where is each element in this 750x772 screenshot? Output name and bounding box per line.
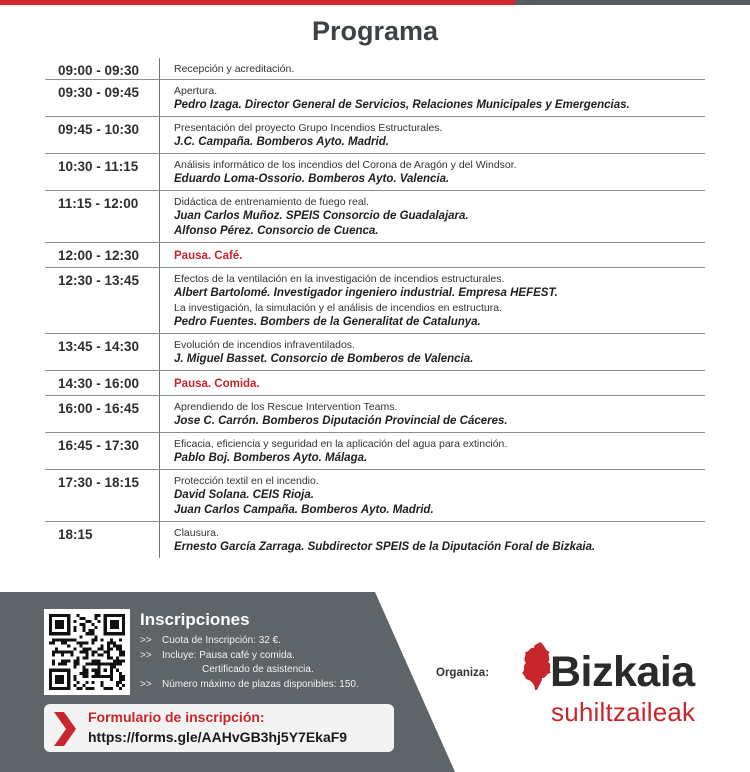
time-cell: 16:45 - 17:30 (45, 433, 160, 469)
session-topic: Evolución de incendios infraventilados. (174, 339, 355, 351)
form-url-link[interactable]: https://forms.gle/AAHvGB3hj5Y7EkaF9 (88, 729, 348, 745)
session-speaker: Alfonso Pérez. Consorcio de Cuenca. (174, 225, 379, 237)
session-speaker: Eduardo Loma-Ossorio. Bomberos Ayto. Valencia. (174, 173, 450, 185)
page-title: Programa (311, 16, 439, 46)
time-cell: 09:45 - 10:30 (45, 117, 160, 153)
table-row (45, 522, 705, 558)
description-cell (160, 371, 705, 395)
table-row (45, 371, 705, 396)
list-item (140, 634, 359, 649)
form-label: Formulario de inscripción: (88, 709, 265, 725)
top-stripe-red (0, 0, 515, 5)
session-topic: Análisis informático de los incendios del Corona de Aragón y del Windsor. (174, 159, 517, 171)
logo-name: Bizkaia (550, 648, 695, 696)
session-speaker: Juan Carlos Muñoz. SPEIS Consorcio de Guadalajara. (174, 210, 469, 222)
time-cell: 18:15 (45, 522, 160, 558)
time-cell: 10:30 - 11:15 (45, 154, 160, 190)
time-cell: 11:15 - 12:00 (45, 191, 160, 242)
table-row (45, 433, 705, 470)
description-cell (160, 80, 705, 116)
description-cell (160, 243, 705, 267)
session-topic: Eficacia, eficiencia y seguridad en la aplicación del agua para extinción. (174, 438, 508, 450)
registration-title: Inscripciones (140, 610, 250, 629)
table-row (45, 243, 705, 268)
description-cell (160, 117, 705, 153)
registration-list (140, 634, 359, 692)
session-topic: Clausura. (174, 527, 219, 539)
description-cell (160, 522, 705, 558)
description-cell (160, 470, 705, 521)
qr-code-icon[interactable] (44, 609, 130, 695)
table-row (45, 117, 705, 154)
pause-label: Pausa. Comida. (174, 378, 260, 390)
session-speaker: Ernesto García Zarraga. Subdirector SPEIS de la Diputación Foral de Bizkaia. (174, 541, 596, 553)
session-topic: Recepción y acreditación. (174, 63, 295, 75)
table-row (45, 58, 705, 80)
description-cell (160, 334, 705, 370)
session-topic: Apertura. (174, 85, 218, 97)
chevron-right-icon (54, 712, 76, 746)
session-topic: Protección textil en el incendio. (174, 475, 319, 487)
session-topic: Presentación del proyecto Grupo Incendios Estructurales. (174, 122, 443, 134)
table-row (45, 80, 705, 117)
table-row (45, 154, 705, 191)
time-cell: 12:00 - 12:30 (45, 243, 160, 267)
table-row (45, 334, 705, 371)
session-topic: La investigación, la simulación y el análisis de incendios en estructura. (174, 302, 503, 314)
session-speaker: David Solana. CEIS Rioja. (174, 489, 314, 501)
organizer-label: Organiza: (436, 667, 490, 679)
table-row (45, 396, 705, 433)
arrow-icon: >> (140, 635, 152, 646)
fee-text: Cuota de Inscripción: 32 €. (162, 635, 281, 646)
list-item (140, 649, 359, 664)
time-cell: 09:30 - 09:45 (45, 80, 160, 116)
session-speaker: Jose C. Carrón. Bomberos Diputación Provincial de Cáceres. (174, 415, 508, 427)
session-speaker: J. Miguel Basset. Consorcio de Bomberos de Valencia. (174, 353, 474, 365)
arrow-icon: >> (140, 649, 152, 661)
session-speaker: Pedro Fuentes. Bombers de la Generalitat de Catalunya. (174, 316, 481, 328)
time-cell: 17:30 - 18:15 (45, 470, 160, 521)
session-speaker: Albert Bartolomé. Investigador ingeniero industrial. Empresa HEFEST. (174, 287, 558, 299)
seats-text: Número máximo de plazas disponibles: 150. (162, 678, 359, 690)
table-row (45, 191, 705, 243)
time-cell: 12:30 - 13:45 (45, 268, 160, 333)
time-cell: 16:00 - 16:45 (45, 396, 160, 432)
list-item (140, 678, 359, 693)
includes-text: Incluye: Pausa café y comida. (162, 649, 295, 661)
time-cell: 09:00 - 09:30 (45, 58, 160, 79)
oak-leaf-icon (520, 640, 554, 692)
description-cell (160, 396, 705, 432)
table-row (45, 268, 705, 334)
list-item: Certificado de asistencia. (202, 664, 314, 675)
description-cell (160, 268, 705, 333)
session-speaker: Pedro Izaga. Director General de Servicios, Relaciones Municipales y Emergencias. (174, 99, 630, 111)
session-topic: Aprendiendo de los Rescue Intervention Teams. (174, 401, 398, 413)
top-stripe-grey (515, 0, 750, 5)
pause-label: Pausa. Café. (174, 250, 243, 262)
session-speaker: J.C. Campaña. Bomberos Ayto. Madrid. (174, 136, 389, 148)
table-row (45, 470, 705, 522)
schedule-table (45, 58, 705, 558)
session-speaker: Juan Carlos Campaña. Bomberos Ayto. Madrid. (174, 504, 434, 516)
time-cell: 13:45 - 14:30 (45, 334, 160, 370)
session-topic: Efectos de la ventilación en la investigación de incendios estructurales. (174, 273, 505, 285)
description-cell (160, 433, 705, 469)
top-stripe (0, 0, 750, 7)
logo-subtitle: suhiltzaileak (551, 697, 696, 727)
session-topic: Didáctica de entrenamiento de fuego real. (174, 196, 369, 208)
description-cell (160, 58, 705, 79)
description-cell (160, 191, 705, 242)
time-cell: 14:30 - 16:00 (45, 371, 160, 395)
session-speaker: Pablo Boj. Bomberos Ayto. Málaga. (174, 452, 368, 464)
arrow-icon: >> (140, 678, 152, 690)
description-cell (160, 154, 705, 190)
